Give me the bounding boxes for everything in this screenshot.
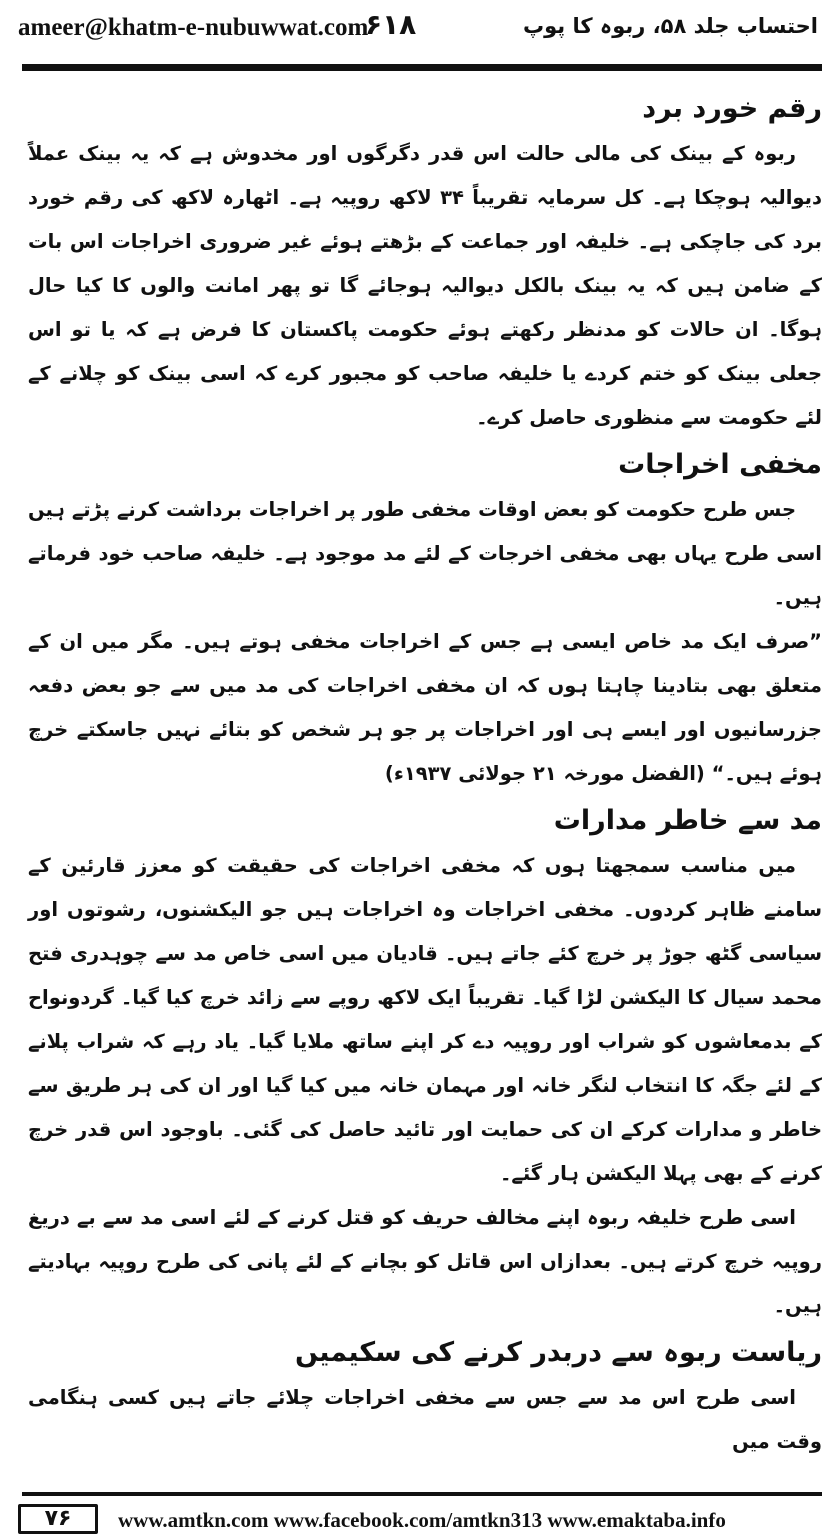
header-rule bbox=[22, 64, 822, 71]
paragraph: ربوہ کے بینک کی مالی حالت اس قدر دگرگوں اور مخدوش ہے کہ یہ بینک عملاً دیوالیہ ہوچکا ہے۔ کل سرمایہ تقریباً ۳۴ لاکھ روپیہ ہے۔ اٹھارہ لاکھ کی رقم خورد برد کی جاچکی ہے۔ خلیفہ اور جماعت کے بڑھتے ہوئے غیر ضروری اخراجات اس بات کے ضامن ہیں کہ یہ بینک بالکل دیوالیہ ہوجائے گا تو پھر امانت والوں کا کیا حال ہوگا۔ ان حالات کو مدنظر رکھتے ہوئے حکومت پاکستان کا فرض ہے کہ یا تو اس جعلی بینک کو ختم کردے یا خلیفہ صاحب کو مجبور کرے کہ اسی بینک کو چلانے کے لئے حکومت سے منظوری حاصل کرے۔ bbox=[28, 142, 822, 429]
article-body bbox=[28, 84, 822, 1464]
section-heading: رقم خورد برد bbox=[642, 93, 822, 124]
paragraph: جس طرح حکومت کو بعض اوقات مخفی طور پر اخراجات برداشت کرنے پڑتے ہیں اسی طرح یہاں بھی مخفی اخرجات کے لئے مد موجود ہے۔ خلیفہ صاحب خود فرماتے ہیں۔ bbox=[28, 498, 822, 609]
section-heading: مخفی اخراجات bbox=[618, 449, 822, 480]
quotation bbox=[28, 620, 822, 796]
quote-text: ”صرف ایک مد خاص ایسی ہے جس کے اخراجات مخفی ہوتے ہیں۔ مگر میں ان کے متعلق بھی بتادینا چاہتا ہوں کہ ان مخفی اخراجات کی مد میں سے جو بعض دفعہ جزرسانیوں اور ایسے ہی اور اخراجات پر جو ہر شخص کو بتائے نہیں جاسکتے خرچ ہوئے ہیں۔“ bbox=[28, 630, 822, 785]
paragraph: اسی طرح اس مد سے جس سے مخفی اخراجات چلائے جاتے ہیں کسی ہنگامی وقت میں bbox=[28, 1386, 822, 1453]
page-footer bbox=[0, 1496, 840, 1540]
footer-page-number: ۷۶ bbox=[18, 1504, 98, 1534]
footer-websites: www.amtkn.com www.facebook.com/amtkn313 www.emaktaba.info bbox=[118, 1508, 726, 1532]
header-page-number: ۶۱۸ bbox=[365, 8, 417, 41]
running-title: احتساب جلد ۵۸، ربوہ کا پوپ bbox=[523, 14, 818, 38]
section-heading: مد سے خاطر مدارات bbox=[553, 805, 822, 836]
section-heading: ریاست ربوہ سے دربدر کرنے کی سکیمیں bbox=[294, 1337, 822, 1368]
page-header bbox=[0, 0, 840, 64]
citation: (الفضل مورخہ ۲۱ جولائی ۱۹۳۷ء) bbox=[384, 762, 705, 785]
header-email: ameer@khatm-e-nubuwwat.com bbox=[18, 14, 369, 41]
paragraph: اسی طرح خلیفہ ربوہ اپنے مخالف حریف کو قتل کرنے کے لئے اسی مد سے بے دریغ روپیہ خرچ کرتے ہیں۔ بعدازاں اس قاتل کو بچانے کے لئے پانی کی طرح روپیہ بہادیتے ہیں۔ bbox=[28, 1206, 822, 1317]
paragraph: میں مناسب سمجھتا ہوں کہ مخفی اخراجات کی حقیقت کو معزز قارئین کے سامنے ظاہر کردوں۔ مخفی اخراجات وہ اخراجات ہیں جو الیکشنوں، رشوتوں اور سیاسی گٹھ جوڑ پر خرچ کئے جاتے ہیں۔ قادیان میں اسی خاص مد سے چوہدری فتح محمد سیال کا الیکشن لڑا گیا۔ تقریباً ایک لاکھ روپے سے زائد خرچ کیا گیا۔ گردونواح کے بدمعاشوں کو شراب اور روپیہ دے کر اپنے ساتھ ملایا گیا۔ یاد رہے کہ شراب پلانے کے لئے جگہ کا انتخاب لنگر خانہ اور مہمان خانہ میں کیا گیا اور ان کی ہر طریق سے خاطر و مدارات کرکے ان کی حمایت اور تائید حاصل کی گئی۔ باوجود اس قدر خرچ کرنے کے بھی پہلا الیکشن ہار گئے۔ bbox=[28, 854, 822, 1185]
